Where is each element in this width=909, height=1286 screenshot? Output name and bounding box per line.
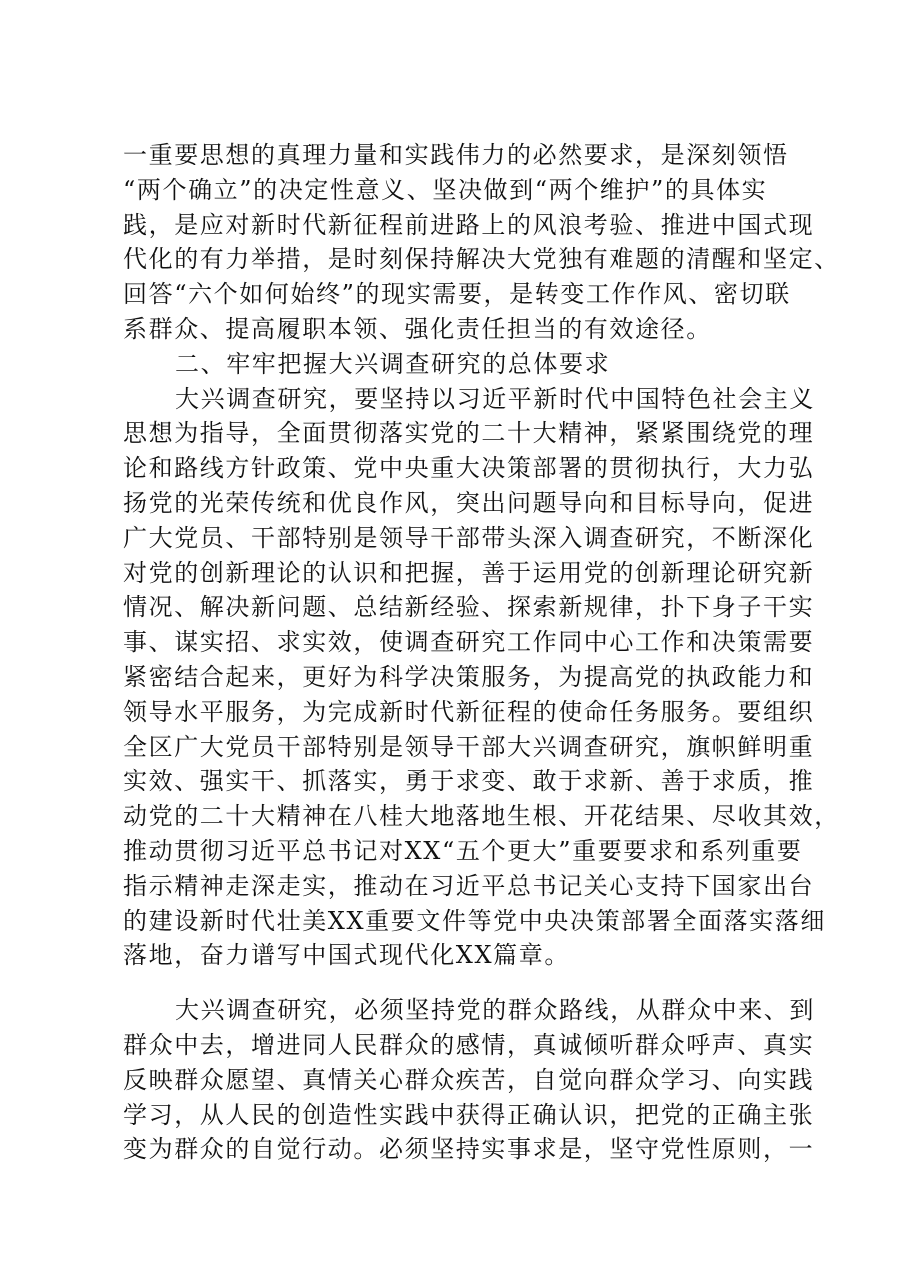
paragraph-2: [123, 382, 840, 974]
paragraph-line: 情况、解决新问题、总结新经验、探索新规律，扑下身子干实: [123, 593, 815, 622]
paragraph-line: 思想为指导，全面贯彻落实党的二十大精神，紧紧围绕党的理: [123, 419, 815, 448]
paragraph-line: 实效、强实干、抓落实，勇于求变、敢于求新、善于求质，推: [123, 767, 815, 796]
paragraph-line: 大兴调查研究，必须坚持党的群众路线，从群众中来、到: [175, 996, 815, 1025]
paragraph-line: “两个确立”的决定性意义、坚决做到“两个维护”的具体实: [123, 175, 768, 204]
paragraph-line: 事、谋实招、求实效，使调查研究工作同中心工作和决策需要: [123, 628, 815, 657]
paragraph-line: 变为群众的自觉行动。必须坚持实事求是，坚守党性原则，一: [123, 1135, 815, 1164]
paragraph-line: 推动贯彻习近平总书记对XX“五个更大”重要要求和系列重要: [123, 836, 803, 865]
paragraph-spacer: [123, 973, 791, 993]
paragraph-line: 指示精神走深走实，推动在习近平总书记关心支持下国家出台: [123, 871, 815, 900]
paragraph-line: 回答“六个如何始终”的现实需要，是转变工作作风、密切联: [123, 280, 791, 309]
paragraph-line: 学习，从人民的创造性实践中获得正确认识，把党的正确主张: [123, 1100, 815, 1129]
paragraph-line: 一重要思想的真理力量和实践伟力的必然要求，是深刻领悟: [123, 141, 789, 169]
paragraph-line: 系群众、提高履职本领、强化责任担当的有效途径。: [123, 314, 712, 343]
paragraph-line: 的建设新时代壮美XX重要文件等党中央决策部署全面落实落细: [123, 906, 826, 935]
paragraph-line: 领导水平服务，为完成新时代新征程的使命任务服务。要组织: [123, 697, 815, 726]
paragraph-line: 大兴调查研究，要坚持以习近平新时代中国特色社会主义: [175, 384, 815, 413]
paragraph-line: 扬党的光荣传统和优良作风，突出问题导向和目标导向，促进: [123, 488, 815, 517]
paragraph-line: 紧密结合起来，更好为科学决策服务，为提高党的执政能力和: [123, 662, 815, 691]
paragraph-line: 全区广大党员干部特别是领导干部大兴调查研究，旗帜鲜明重: [123, 732, 815, 761]
section-heading-2: [123, 347, 791, 382]
paragraph-line: 群众中去，增进同人民群众的感情，真诚倾听群众呼声、真实: [123, 1030, 815, 1059]
document-body: [123, 138, 840, 1167]
paragraph-line: 对党的创新理论的认识和把握，善于运用党的创新理论研究新: [123, 558, 815, 587]
paragraph-line: 践，是应对新时代新征程前进路上的风浪考验、推进中国式现: [123, 210, 815, 239]
paragraph-3: [123, 993, 815, 1167]
paragraph-line: 广大党员、干部特别是领导干部带头深入调查研究，不断深化: [123, 523, 815, 552]
paragraph-line: 动党的二十大精神在八桂大地落地生根、开花结果、尽收其效，: [123, 802, 840, 831]
paragraph-line: 代化的有力举措，是时刻保持解决大党独有难题的清醒和坚定、: [123, 245, 840, 274]
paragraph-line: 落地，奋力谱写中国式现代化XX篇章。: [123, 941, 570, 970]
paragraph-line: 反映群众愿望、真情关心群众疾苦，自觉向群众学习、向实践: [123, 1065, 815, 1094]
paragraph-1: [123, 138, 840, 347]
section-heading: 二、牢牢把握大兴调查研究的总体要求: [175, 349, 611, 378]
paragraph-line: 论和路线方针政策、党中央重大决策部署的贯彻执行，大力弘: [123, 454, 815, 483]
